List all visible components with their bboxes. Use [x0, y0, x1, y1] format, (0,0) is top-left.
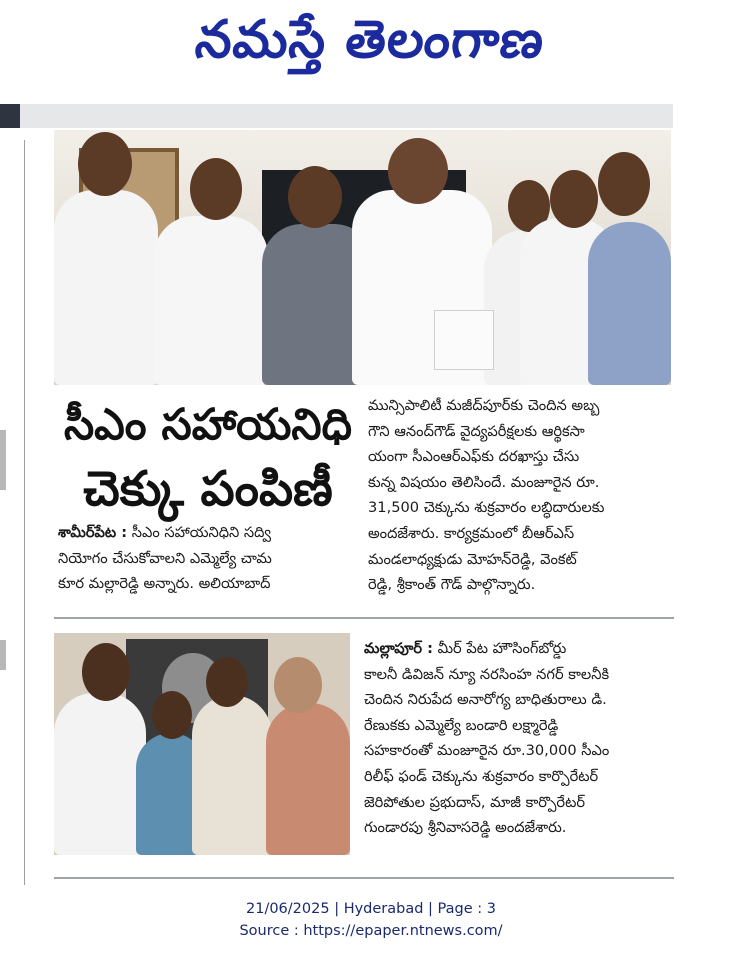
footer-meta — [0, 898, 742, 920]
footer-separator: | — [428, 901, 433, 917]
body-line: చెందిన నిరుపేద అనారోగ్య బాధితురాలు డి. — [364, 691, 607, 709]
story1-body-left — [58, 520, 358, 597]
body-line: రెడ్డి, శ్రీకాంత్ గౌడ్ పాల్గొన్నారు. — [368, 576, 536, 594]
footer-page: Page : 3 — [437, 901, 496, 917]
person-head — [550, 170, 598, 228]
body-line: నియోగం చేసుకోవాలని ఎమ్మెల్యే చామ — [58, 549, 272, 567]
person-head — [274, 657, 322, 713]
body-line: మండలాధ్యక్షుడు మోహన్‌రెడ్డి, వెంకట్ — [368, 550, 577, 568]
person — [154, 216, 268, 385]
page-left-edge-rule — [24, 140, 25, 885]
left-edge-mark — [0, 430, 6, 490]
masthead — [0, 0, 742, 80]
story-divider — [54, 617, 674, 619]
person-head — [190, 158, 242, 220]
story1-dateline: శామీర్‌పేట : — [58, 524, 128, 541]
story-divider — [54, 877, 674, 879]
story2-photo — [54, 633, 350, 855]
headline-line: చెక్కు పంపిణీ — [83, 461, 333, 517]
body-line: 31,500 చెక్కును శుక్రవారం లబ్ధిదారులకు — [368, 499, 605, 517]
person — [54, 190, 158, 385]
person — [192, 695, 272, 855]
body-line: కూర మల్లారెడ్డి అన్నారు. అలియాబాద్ — [58, 575, 271, 593]
person-head — [152, 691, 192, 739]
body-line: సహకారంతో మంజూరైన రూ.30,000 సీఎం — [364, 742, 610, 760]
section-top-bar — [20, 104, 673, 128]
person-head — [206, 657, 248, 707]
footer-city: Hyderabad — [343, 901, 424, 917]
story2-dateline: మల్లాపూర్ : — [364, 640, 433, 657]
body-line: కున్న విషయం తెలిసిందే. మంజూరైన రూ. — [368, 473, 600, 491]
story1-body-right — [368, 393, 668, 598]
page-footer — [0, 898, 742, 942]
page-left-strip — [0, 104, 20, 128]
person — [54, 693, 146, 855]
person-head — [388, 138, 448, 204]
person-head — [82, 643, 130, 701]
person-head — [288, 166, 342, 228]
footer-source: Source : https://epaper.ntnews.com/ — [239, 923, 503, 939]
footer-date: 21/06/2025 — [246, 901, 330, 917]
person-head — [598, 152, 650, 216]
left-edge-mark — [0, 640, 6, 670]
masthead-title: నమస్తే తెలంగాణ — [192, 10, 548, 70]
body-line: గుండారపు శ్రీనివాసరెడ్డి అందజేశారు. — [364, 819, 567, 837]
body-line: యంగా సీఎంఆర్ఎఫ్‌కు దరఖాస్తు చేసు — [368, 448, 580, 466]
person-head — [78, 132, 132, 196]
story2-body — [364, 636, 670, 841]
body-line: సీఎం సహాయనిధిని సద్వి — [131, 524, 272, 541]
body-line: మీర్ పేట హౌసింగ్‌బోర్డు — [437, 640, 567, 657]
body-line: జెరిపోతుల ప్రభుదాస్, మాజీ కార్పొరేటర్ — [364, 793, 585, 811]
story1-headline — [58, 393, 358, 521]
cheque-paper — [434, 310, 494, 370]
body-line: గౌని ఆనంద్‌గౌడ్ వైద్యపరీక్షలకు ఆర్థికసా — [368, 422, 585, 440]
footer-separator: | — [334, 901, 340, 917]
body-line: మున్సిపాలిటీ మజీద్‌పూర్‌కు చెందిన అబ్బ — [368, 397, 600, 414]
person — [266, 703, 350, 855]
headline-line: సీఎం సహాయనిధి — [64, 400, 352, 450]
body-line: అందజేశారు. కార్యక్రమంలో బీఆర్ఎస్ — [368, 524, 575, 542]
body-line: కాలనీ డివిజన్ న్యూ నరసింహ నగర్ కాలనీకి — [364, 665, 610, 683]
body-line: రిలీఫ్ ఫండ్ చెక్కును శుక్రవారం కార్పొరేటర్ — [364, 767, 599, 785]
person — [588, 222, 671, 385]
story1-photo — [54, 130, 671, 385]
body-line: రేణుకకు ఎమ్మెల్యే బండారి లక్ష్మారెడ్డి — [364, 716, 559, 734]
